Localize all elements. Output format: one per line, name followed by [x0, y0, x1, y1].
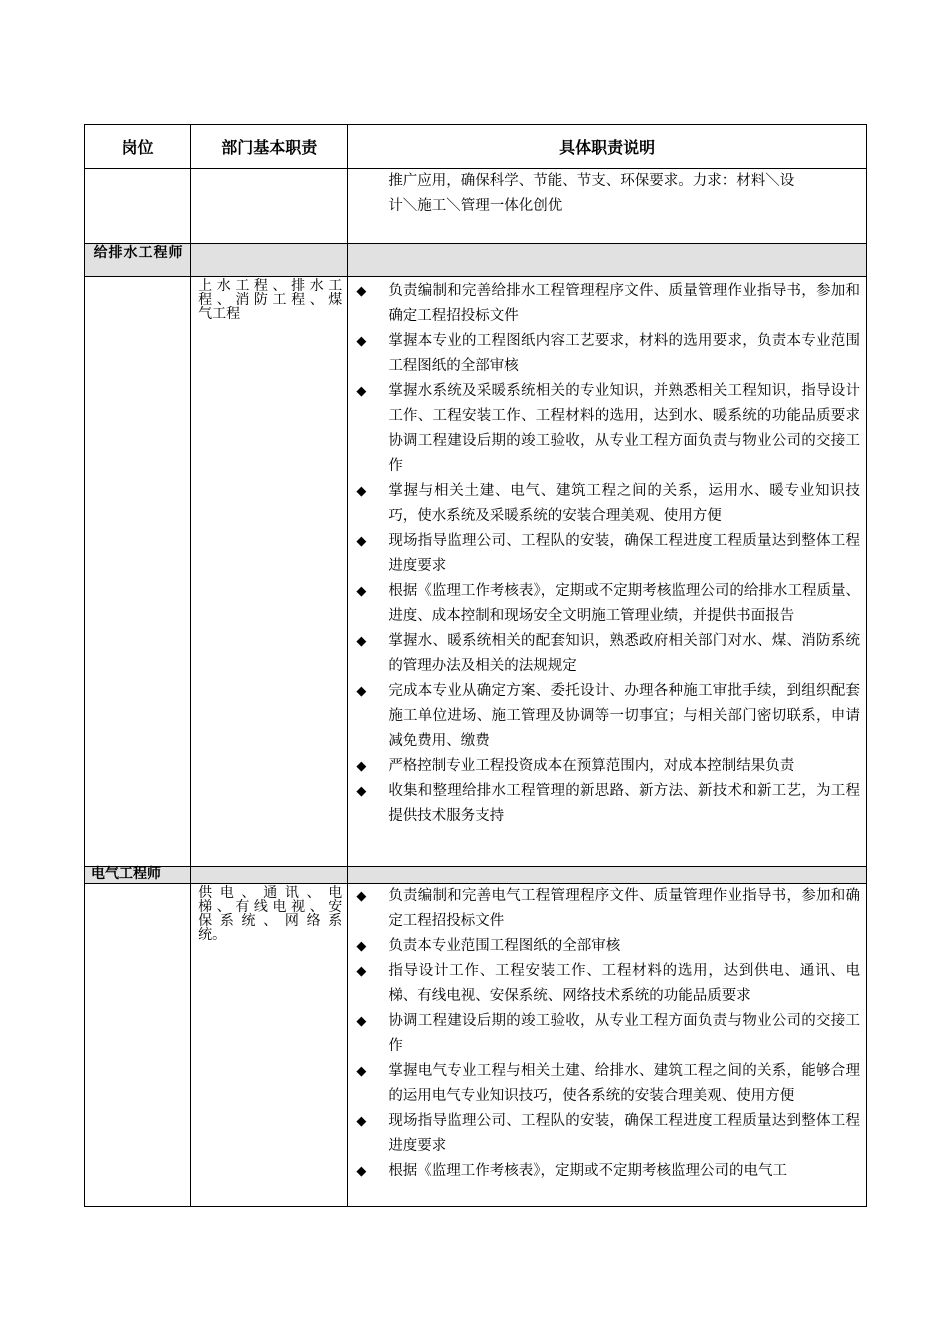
duty-item [356, 884, 860, 934]
diamond-bullet-icon: ◆ [356, 759, 367, 774]
diamond-bullet-icon: ◆ [356, 1114, 367, 1129]
duty-item [356, 779, 860, 829]
duty-item-text: 协调工程建设后期的竣工验收，从专业工程方面负责与物业公司的交接工作 [388, 1013, 860, 1054]
duty-item-text: 掌握水、暖系统相关的配套知识，熟悉政府相关部门对水、煤、消防系统的管理办法及相关的法规规定 [388, 633, 860, 674]
duty-item [356, 1009, 860, 1059]
duty-item [356, 754, 860, 779]
header-detail-duties: 具体职责说明 [348, 125, 867, 169]
duty-item-text: 掌握电气专业工程与相关土建、给排水、建筑工程之间的关系，能够合理的运用电气专业知识技巧，使各系统的安装合理美观、使用方便 [388, 1063, 860, 1104]
header-basic-duties: 部门基本职责 [191, 125, 348, 169]
duty-item [356, 679, 860, 754]
duty-item [356, 1109, 860, 1159]
diamond-bullet-icon: ◆ [356, 889, 367, 904]
section-basic-duties [191, 277, 348, 867]
duty-item-text: 严格控制专业工程投资成本在预算范围内，对成本控制结果负责 [388, 758, 795, 774]
diamond-bullet-icon: ◆ [356, 1014, 367, 1029]
duty-item-text: 现场指导监理公司、工程队的安装，确保工程进度工程质量达到整体工程进度要求 [388, 1113, 860, 1154]
duty-item [356, 579, 860, 629]
basic-duty-line: 供电、通讯、电 [198, 885, 343, 901]
duty-item-text: 负责本专业范围工程图纸的全部审核 [388, 938, 621, 954]
duty-item-text: 负责编制和完善电气工程管理程序文件、质量管理作业指导书，参加和确定工程招投标文件 [388, 888, 860, 929]
section-title: 电气工程师 [91, 866, 161, 882]
duty-item-text: 掌握水系统及采暖系统相关的专业知识，并熟悉相关工程知识，指导设计工作、工程安装工作、工程材料的选用，达到水、暖系统的功能品质要求协调工程建设后期的竣工验收，从专业工程方面负责与物业公司的交接工作 [388, 383, 860, 474]
duty-item-text: 掌握与相关土建、电气、建筑工程之间的关系，运用水、暖专业知识技巧，使水系统及采暖系统的安装合理美观、使用方便 [388, 483, 860, 524]
duty-item [356, 1159, 860, 1184]
diamond-bullet-icon: ◆ [356, 534, 367, 549]
duty-item-text: 收集和整理给排水工程管理的新思路、新方法、新技术和新工艺，为工程提供技术服务支持 [388, 783, 860, 824]
basic-duty-line: 统。 [198, 927, 227, 943]
diamond-bullet-icon: ◆ [356, 784, 367, 799]
diamond-bullet-icon: ◆ [356, 334, 367, 349]
basic-duty-line: 梯、有线电视、安 [198, 899, 343, 915]
diamond-bullet-icon: ◆ [356, 684, 367, 699]
duty-list [356, 279, 860, 829]
duty-item [356, 479, 860, 529]
duty-item [356, 279, 860, 329]
section-header-row [85, 244, 867, 277]
diamond-bullet-icon: ◆ [356, 634, 367, 649]
duties-table [84, 124, 867, 1207]
section-detail-duties [348, 277, 867, 867]
duty-item [356, 1059, 860, 1109]
section-body-row [85, 277, 867, 867]
basic-duty-line: 气工程 [198, 306, 241, 322]
section-body-row [85, 884, 867, 1207]
continuation-line: 计＼施工＼管理一体化创优 [388, 198, 563, 214]
section-detail-duties [348, 884, 867, 1207]
duty-item-text: 指导设计工作、工程安装工作、工程材料的选用，达到供电、通讯、电梯、有线电视、安保系统、网络技术系统的功能品质要求 [388, 963, 860, 1004]
continuation-line: 推广应用，确保科学、节能、节支、环保要求。力求：材料＼设 [388, 173, 795, 189]
duty-item [356, 329, 860, 379]
diamond-bullet-icon: ◆ [356, 1064, 367, 1079]
duty-item [356, 959, 860, 1009]
basic-duty-line: 保系统、网络系 [198, 913, 343, 929]
duty-list [356, 884, 860, 1184]
duty-item-text: 现场指导监理公司、工程队的安装，确保工程进度工程质量达到整体工程进度要求 [388, 533, 860, 574]
duty-item [356, 379, 860, 479]
diamond-bullet-icon: ◆ [356, 384, 367, 399]
duty-item-text: 完成本专业从确定方案、委托设计、办理各种施工审批手续，到组织配套施工单位进场、施工管理及协调等一切事宜；与相关部门密切联系，申请减免费用、缴费 [388, 683, 860, 749]
duty-item [356, 934, 860, 959]
diamond-bullet-icon: ◆ [356, 284, 367, 299]
diamond-bullet-icon: ◆ [356, 484, 367, 499]
diamond-bullet-icon: ◆ [356, 964, 367, 979]
diamond-bullet-icon: ◆ [356, 939, 367, 954]
header-position: 岗位 [85, 125, 191, 169]
diamond-bullet-icon: ◆ [356, 1164, 367, 1179]
section-basic-duties [191, 884, 348, 1207]
duty-item-text: 负责编制和完善给排水工程管理程序文件、质量管理作业指导书，参加和确定工程招投标文件 [388, 283, 860, 324]
duty-item-text: 掌握本专业的工程图纸内容工艺要求，材料的选用要求，负责本专业范围工程图纸的全部审核 [388, 333, 860, 374]
duty-item [356, 629, 860, 679]
basic-duty-line: 上水工程、排水工 [198, 278, 343, 294]
duty-item-text: 根据《监理工作考核表》，定期或不定期考核监理公司的电气工 [388, 1163, 788, 1179]
section-title: 给排水工程师 [93, 245, 184, 261]
continuation-row [85, 169, 867, 244]
continuation-text [348, 169, 867, 244]
table-header-row [85, 125, 867, 169]
duty-item [356, 529, 860, 579]
diamond-bullet-icon: ◆ [356, 584, 367, 599]
basic-duty-line: 程、消防工程、煤 [198, 292, 343, 308]
section-header-row [85, 867, 867, 884]
duty-item-text: 根据《监理工作考核表》，定期或不定期考核监理公司的给排水工程质量、进度、成本控制和现场安全文明施工管理业绩，并提供书面报告 [388, 583, 860, 624]
